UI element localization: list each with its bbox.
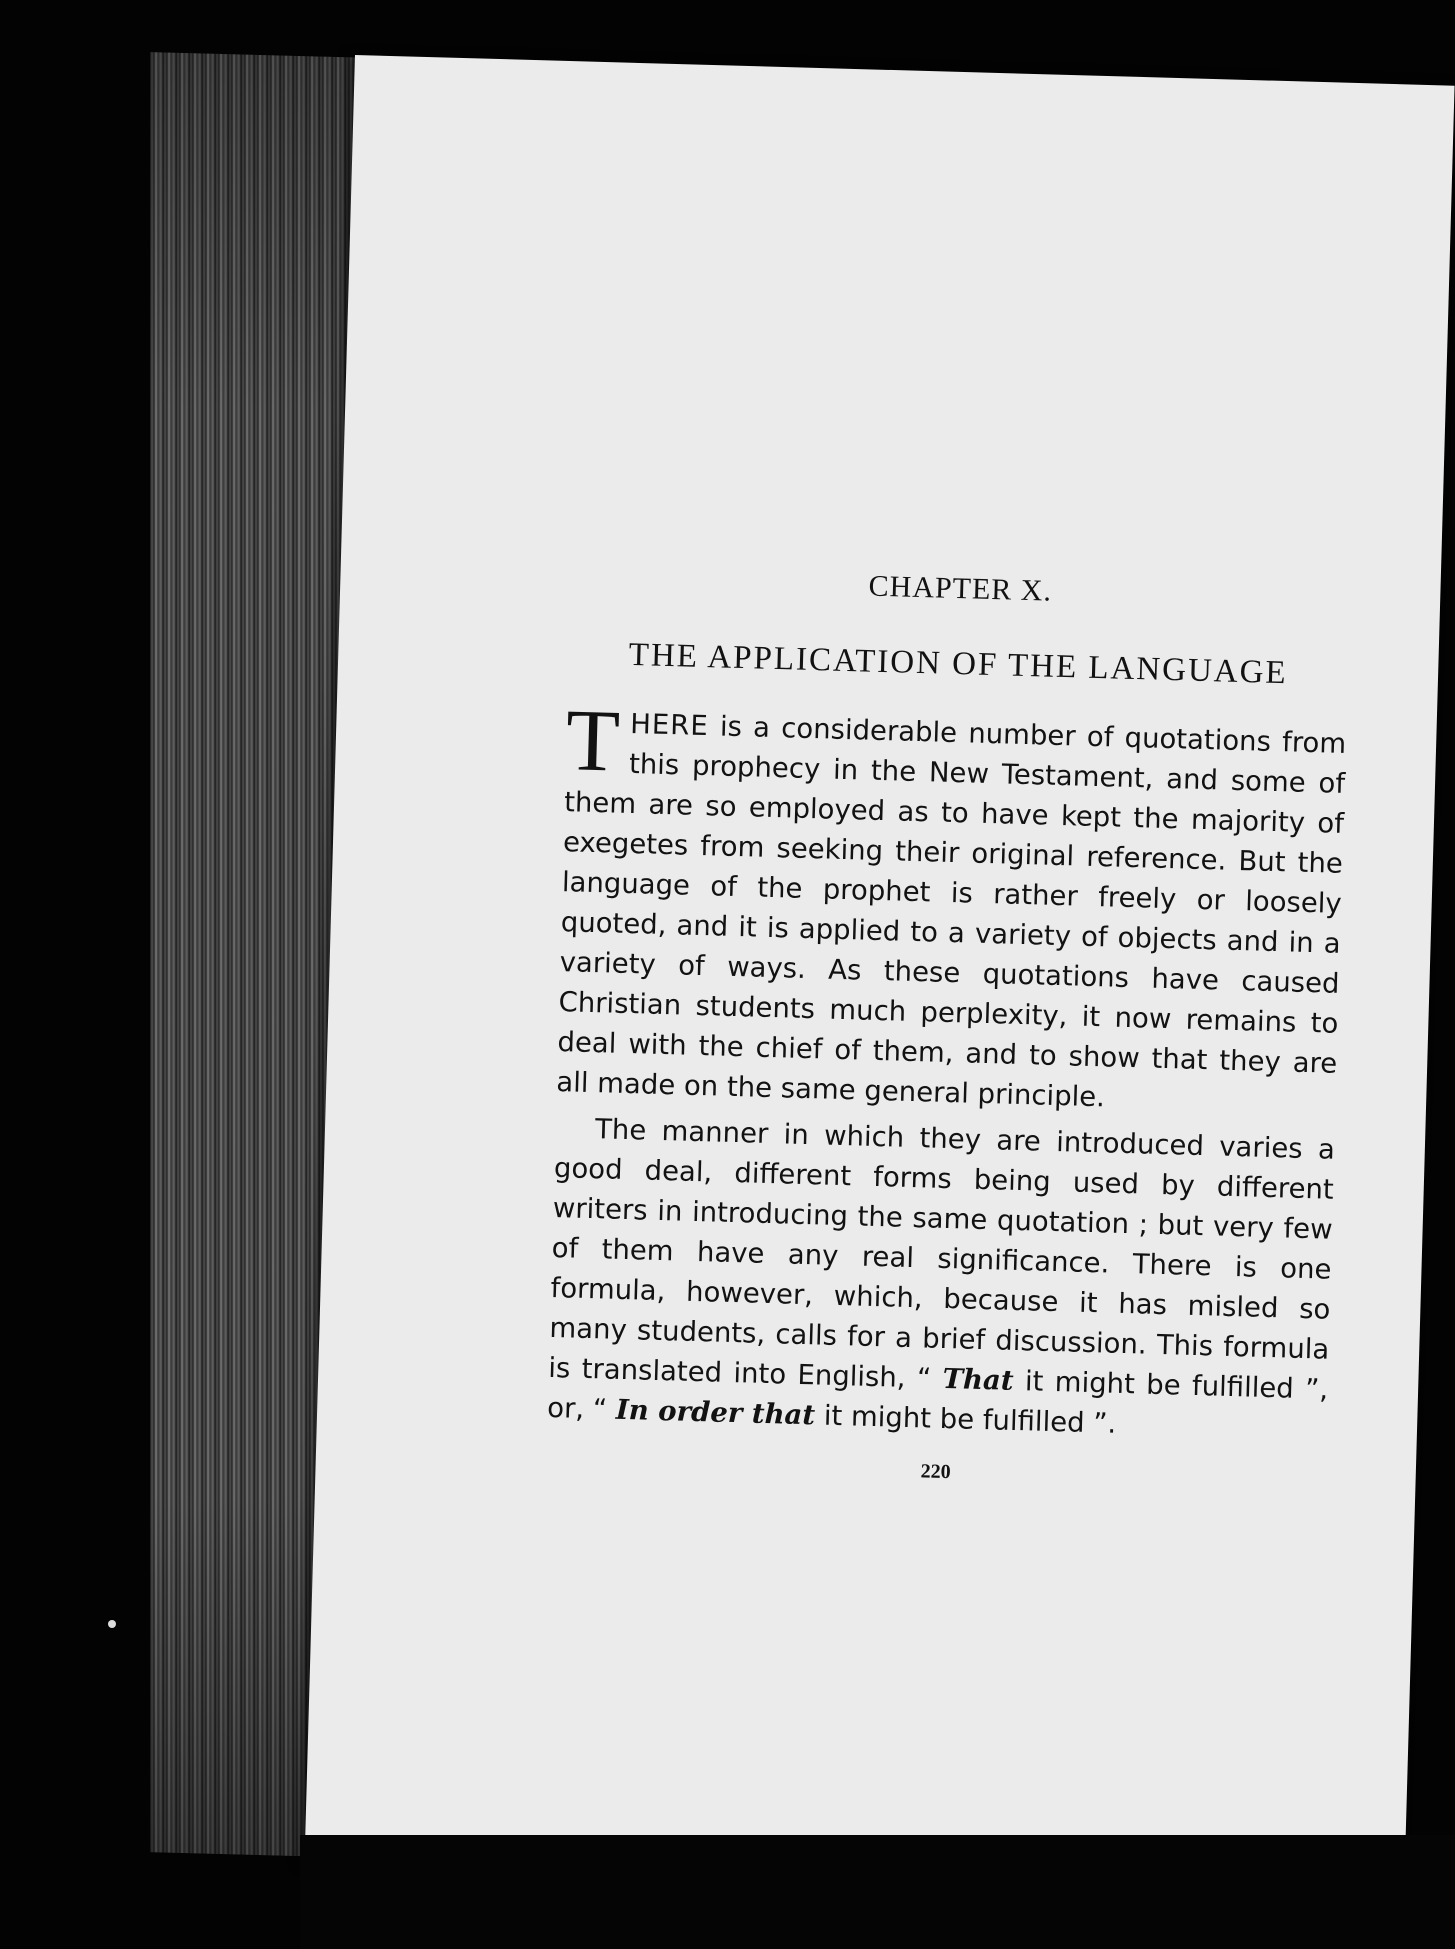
book-page — [304, 55, 1454, 1895]
italic-text: That — [942, 1362, 1015, 1397]
paragraph-text: is a considerable number of quotations from this prophecy in the New Testament, and some of them are so employed as to have kept the majority of exegetes from seeking their original reference. But the language of the prophet is rather freely or loosely quoted, and it is applied to a variety of objects and in a variety of ways. As these quotations have caused Christian students much perplexity, it now remains to deal with the chief of them, and to show that they are all made on the same general principle. — [555, 710, 1347, 1114]
paragraph-text: The manner in which they are introduced varies a good deal, different forms being used by different writers in introducing the same quotation ; but very few of them have any real significance. There is one formula, however, which, because it has misled so many students, calls for a brief discussion. This formula is translated into English, “ — [547, 1113, 1336, 1395]
dust-speck — [108, 1620, 116, 1628]
paragraph-text: it might be fulfilled ”. — [814, 1399, 1117, 1440]
paragraph — [547, 1108, 1336, 1450]
paragraph — [555, 692, 1347, 1124]
paragraph-text: it might be fulfilled ”, or, “ — [546, 1364, 1329, 1426]
page-number: 220 — [920, 1460, 951, 1484]
chapter-number: CHAPTER X. — [868, 569, 1053, 608]
page-bottom-shadow — [300, 1835, 1455, 1949]
first-word: HERE — [629, 707, 710, 743]
italic-text: In order that — [615, 1393, 816, 1432]
page-content — [545, 561, 1350, 1494]
drop-cap: T — [564, 692, 622, 791]
chapter-title: THE APPLICATION OF THE LANGUAGE — [628, 636, 1289, 692]
